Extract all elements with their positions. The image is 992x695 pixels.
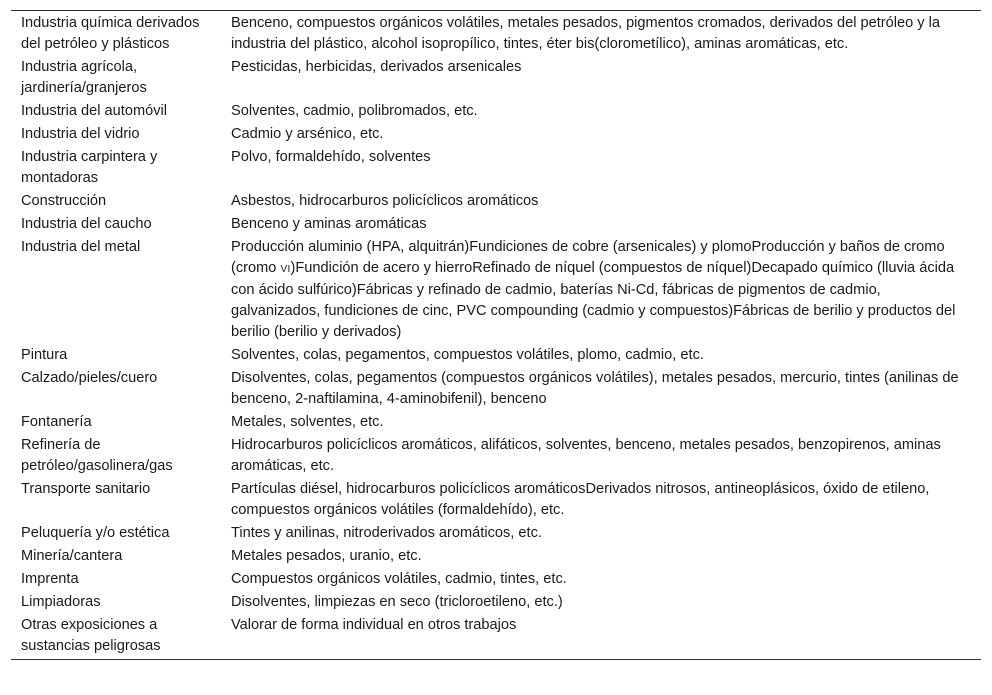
agents-cell: Disolventes, limpiezas en seco (tricloroetileno, etc.) (231, 594, 563, 610)
agents-cell: Solventes, cadmio, polibromados, etc. (231, 103, 478, 119)
industry-cell: Fontanería (21, 414, 92, 430)
table-row (11, 57, 981, 101)
table-row (11, 124, 981, 147)
agents-cell: Compuestos orgánicos volátiles, cadmio, tintes, etc. (231, 571, 567, 587)
industry-cell: Industria del automóvil (21, 103, 168, 119)
industry-cell: Industria del vidrio (21, 126, 140, 142)
agents-cell: Valorar de forma individual en otros trabajos (231, 617, 517, 633)
industry-cell: Industria química derivados del petróleo y plásticos (21, 15, 200, 52)
industry-cell: Minería/cantera (21, 548, 123, 564)
table-body (11, 11, 981, 660)
table-row (11, 368, 981, 412)
agents-cell: Benceno y aminas aromáticas (231, 216, 427, 232)
exposure-table-container (11, 10, 981, 660)
table-row (11, 479, 981, 523)
agents-text-part2: )Fundición de acero y hierroRefinado de níquel (compuestos de níquel)Decapado químico (lluvia ácida con ácido sulfúrico)Fábricas y refinado de cadmio, baterías Ni-Cd, fábricas de pigmentos de cadmio, galvanizados, fundiciones de cinc, PVC compounding (cadmio y compuestos)Fábricas de berilio y productos del berilio (berilio y derivados) (231, 260, 956, 340)
agents-cell (221, 237, 981, 345)
table-row (11, 147, 981, 191)
agents-cell: Metales pesados, uranio, etc. (231, 548, 422, 564)
agents-cell: Solventes, colas, pegamentos, compuestos volátiles, plomo, cadmio, etc. (231, 347, 704, 363)
table-row (11, 191, 981, 214)
table-row (11, 345, 981, 368)
occupational-exposure-table (11, 10, 981, 660)
agents-cell: Disolventes, colas, pegamentos (compuestos orgánicos volátiles), metales pesados, mercurio, tintes (anilinas de benceno, 2-naftilamina, 4-aminobifenil), benceno (231, 370, 959, 407)
table-row (11, 237, 981, 345)
agents-cell: Benceno, compuestos orgánicos volátiles, metales pesados, pigmentos cromados, derivados del petróleo y la industria del plástico, alcohol isopropílico, tintes, éter bis(clorometílico), aminas aromáticas, etc. (231, 15, 941, 52)
table-row (11, 101, 981, 124)
agents-text-part1: Producción aluminio (HPA, alquitrán)Fundiciones de cobre (arsenicales) y plomoProducción y baños de cromo (cromo (231, 239, 945, 276)
agents-cell: Cadmio y arsénico, etc. (231, 126, 384, 142)
table-row (11, 569, 981, 592)
industry-cell: Imprenta (21, 571, 79, 587)
agents-cell: Hidrocarburos policíclicos aromáticos, alifáticos, solventes, benceno, metales pesados, benzopirenos, aminas aromáticas, etc. (231, 437, 941, 474)
table-row (11, 11, 981, 58)
agents-cell: Asbestos, hidrocarburos policíclicos aromáticos (231, 193, 539, 209)
table-row (11, 523, 981, 546)
table-row (11, 592, 981, 615)
table-row (11, 435, 981, 479)
agents-cell: Pesticidas, herbicidas, derivados arsenicales (231, 59, 522, 75)
roman-numeral: VI (280, 264, 291, 275)
industry-cell: Limpiadoras (21, 594, 101, 610)
industry-cell: Industria del metal (21, 239, 141, 255)
industry-cell: Industria del caucho (21, 216, 152, 232)
table-row (11, 615, 981, 660)
industry-cell: Refinería de petróleo/gasolinera/gas (21, 437, 173, 474)
agents-cell: Tintes y anilinas, nitroderivados aromáticos, etc. (231, 525, 542, 541)
industry-cell: Transporte sanitario (21, 481, 151, 497)
industry-cell: Industria agrícola, jardinería/granjeros (21, 59, 147, 96)
industry-cell: Pintura (21, 347, 68, 363)
industry-cell: Calzado/pieles/cuero (21, 370, 158, 386)
table-row (11, 546, 981, 569)
industry-cell: Construcción (21, 193, 107, 209)
industry-cell: Otras exposiciones a sustancias peligrosas (21, 617, 161, 654)
agents-cell: Polvo, formaldehído, solventes (231, 149, 431, 165)
industry-cell: Peluquería y/o estética (21, 525, 170, 541)
table-row (11, 412, 981, 435)
industry-cell: Industria carpintera y montadoras (21, 149, 158, 186)
table-row (11, 214, 981, 237)
agents-cell: Metales, solventes, etc. (231, 414, 384, 430)
agents-cell: Partículas diésel, hidrocarburos policíclicos aromáticosDerivados nitrosos, antineoplásicos, óxido de etileno, compuestos orgánicos volátiles (formaldehído), etc. (231, 481, 930, 518)
